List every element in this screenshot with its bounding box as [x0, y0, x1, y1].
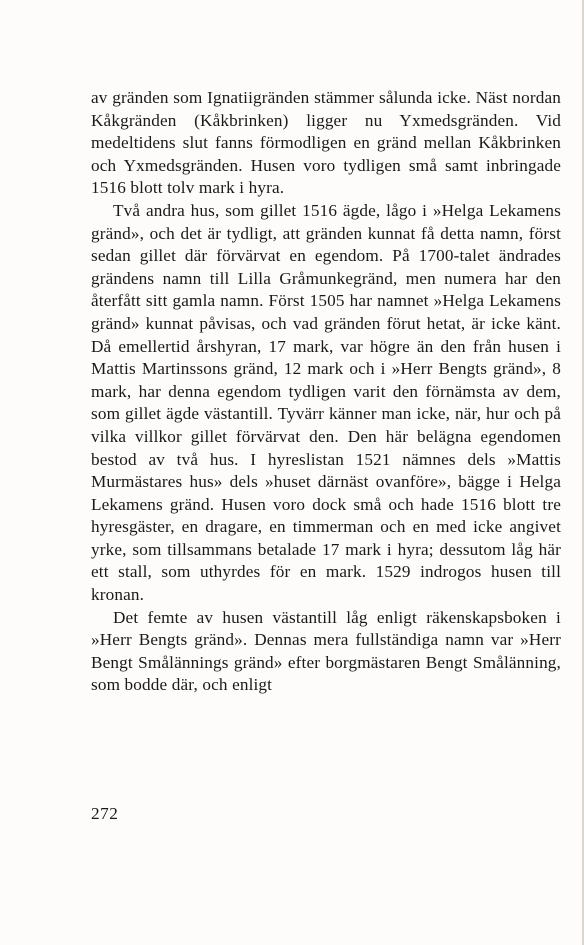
- paragraph-3: Det femte av husen västantill låg enligt räkenskapsboken i »Herr Bengts gränd». Dennas mera fullständiga namn var »Herr Bengt Smålännings gränd» efter borgmästaren Bengt Smålänning, som bodde där, och enligt: [91, 607, 561, 695]
- page-number: 272: [91, 804, 119, 823]
- body-text: [91, 87, 561, 697]
- paragraph-2: Två andra hus, som gillet 1516 ägde, lågo i »Helga Lekamens gränd», och det är tydligt, att gränden kunnat få detta namn, först sedan gillet där förvärvat en egendom. På 1700-talet ändrades grändens namn till Lilla Gråmunkegränd, men numera har den återfått sitt gamla namn. Först 1505 har namnet »Helga Lekamens gränd» kunnat påvisas, och vad gränden förut hetat, är icke känt. Då emellertid årshyran, 17 mark, var högre än den från husen i Mattis Martinssons gränd, 12 mark och i »Herr Bengts gränd», 8 mark, har denna egendom tydligen varit den förnämsta av dem, som gillet ägde västantill. Tyvärr känner man icke, när, hur och på vilka villkor gillet förvärvat den. Den här belägna egendomen bestod av två hus. I hyreslistan 1521 nämnes dels »Mattis Murmästares hus» dels »huset därnäst ovanföre», bägge i Helga Lekamens gränd. Husen voro dock små och hade 1516 blott tre hyresgäster, en dragare, en timmerman och en med icke angivet yrke, som tillsammans betalade 17 mark i hyra; dessutom låg här ett stall, som uthyrdes för en mark. 1529 indrogos husen till kronan.: [91, 200, 561, 605]
- paragraph-1: av gränden som Ignatiigränden stämmer sålunda icke. Näst nordan Kåkgränden (Kåkbrinken) ligger nu Yxmedsgränden. Vid medeltidens slut fanns förmodligen en gränd mellan Kåkbrinken och Yxmedsgränden. Husen voro tydligen små samt inbringade 1516 blott tolv mark i hyra.: [91, 88, 561, 198]
